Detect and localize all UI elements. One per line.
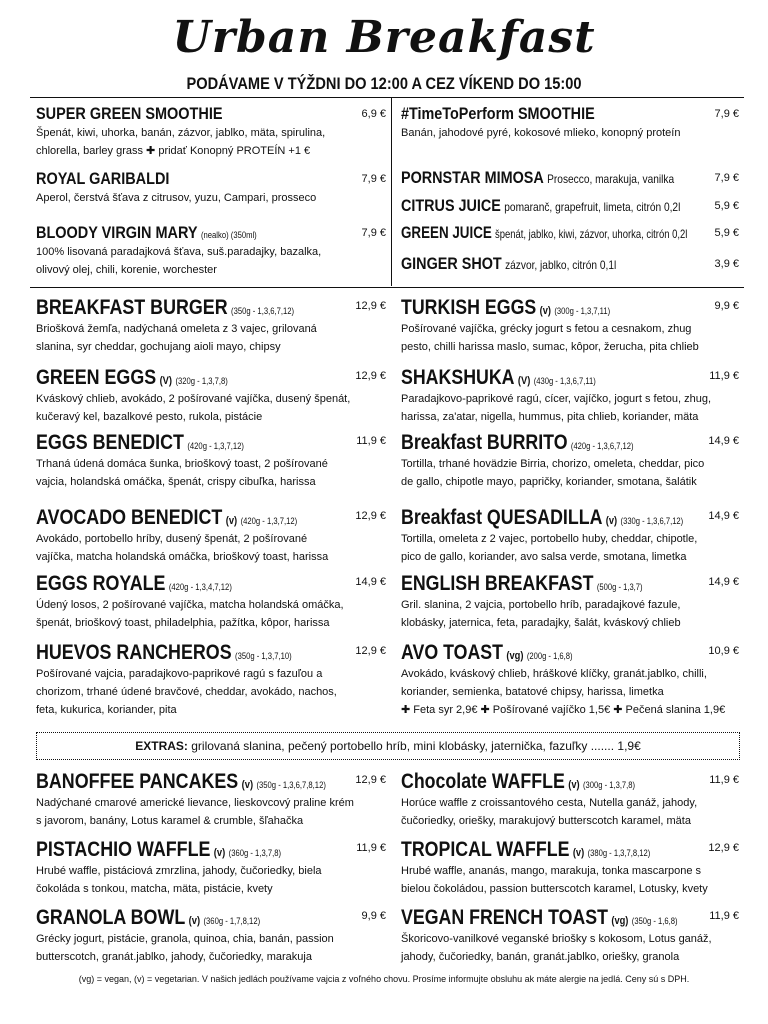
menu-item-header [401,196,687,216]
menu-item-header [401,431,687,455]
menu-item-description: bielou čokoládou, passion butterscotch karamel, Lotusky, kvety [401,883,708,895]
menu-item-description: klobásky, jaternica, feta, paradajky, šalát, kváskový chlieb [401,617,681,629]
menu-item-name: AVO TOAST [401,641,504,664]
menu-item-price: 11,9 € [709,370,739,382]
menu-item [36,104,386,160]
menu-item-name: ENGLISH BREAKFAST [401,572,594,595]
menu-item [401,641,739,719]
menu-item-name: ROYAL GARIBALDI [36,169,170,188]
menu-item-description: Paradajkovo-paprikové ragú, cícer, vajíčko, jogurt s fetou, zhug, [401,393,711,405]
dietary-marker: (v) [605,515,618,527]
menu-item [401,572,739,632]
menu-item-name: TROPICAL WAFFLE [401,838,570,861]
extras-label: EXTRAS: [135,739,188,753]
menu-item-price: 11,9 € [709,910,739,922]
menu-item [401,296,739,356]
menu-item-description: Pošírované vajíčka, grécky jogurt s fetou a cesnakom, zhug [401,323,692,335]
menu-item-header [36,431,334,455]
menu-item-weight: (nealko) (350ml) [200,230,257,240]
extras-box [36,732,740,760]
menu-item [36,572,386,632]
menu-item-description: Nadýchané cmarové americké lievance, lieskovcový praline krém [36,797,354,809]
menu-item-description: butterscotch, granát.jablko, jahody, čučoriedky, marakuja [36,951,312,963]
menu-item-price: 7,9 € [714,172,739,184]
drinks-divider [30,287,744,288]
menu-item-description: vajíčka, matcha holandská omáčka, brioškový toast, harissa [36,551,329,563]
menu-item-header [36,506,334,530]
menu-item-name: EGGS ROYALE [36,572,166,595]
menu-item-description: Škoricovo-vanilkové veganské briošky s kokosom, Lotus ganáž, [401,933,712,945]
menu-item [36,296,386,356]
menu-item-description: Tortilla, omeleta z 2 vajec, portobello huby, cheddar, chipotle, [401,533,698,545]
menu-item-header [36,906,334,930]
menu-item-price: 11,9 € [356,435,386,447]
menu-item-header [36,641,334,665]
menu-item-price: 12,9 € [355,300,386,312]
menu-item-price: 14,9 € [708,576,739,588]
menu-item-weight: (420g - 1,3,7,12) [187,441,244,451]
menu-item-price: 7,9 € [714,108,739,120]
dietary-marker: (v) [568,779,580,791]
menu-item-ingredients: zázvor, jablko, citrón 0,1l [505,258,617,272]
menu-item-name: SUPER GREEN SMOOTHIE [36,104,223,123]
menu-item-description: ✚ Feta syr 2,9€ ✚ Pošírované vajíčko 1,5€ ✚ Pečená slanina 1,9€ [401,704,726,716]
menu-item-description: Grécky jogurt, pistácie, granola, quinoa, chia, banán, passion [36,933,334,945]
menu-item-header [36,770,334,794]
menu-item-description: pesto, chilli harissa maslo, sumac, kôpor, žerucha, pita chlieb [401,341,699,353]
menu-item-header [36,296,334,320]
menu-item-name: GREEN EGGS [36,366,157,389]
menu-item-description: Špenát, kiwi, uhorka, banán, zázvor, jablko, mäta, spirulina, [36,127,326,139]
menu-item-weight: (380g - 1,3,7,8,12) [587,848,651,858]
menu-item-weight: (420g - 1,3,4,7,12) [168,582,232,592]
dietary-marker: (vg) [611,915,629,927]
menu-item-description: koriander, semienka, batatové chipsy, harissa, limetka [401,686,664,698]
top-divider [30,97,744,98]
menu-item-price: 7,9 € [361,227,386,239]
menu-item-name: CITRUS JUICE [401,196,501,215]
menu-item-header [401,770,687,794]
dietary-marker: (v) [572,847,585,859]
menu-item-header [401,254,687,274]
menu-item-description: Trhaná údená domáca šunka, brioškový toast, 2 pošírované [36,458,328,470]
menu-item [36,169,386,207]
menu-item-price: 14,9 € [355,576,386,588]
menu-item-name: GRANOLA BOWL [36,906,186,929]
menu-item-description: vajcia, holandská omáčka, špenát, crispy cibuľka, harissa [36,476,316,488]
menu-item-price: 11,9 € [709,774,739,786]
menu-item-price: 10,9 € [708,645,739,657]
menu-item-price: 3,9 € [714,258,739,270]
menu-item-header [401,104,687,124]
menu-item-description: Tortilla, trhané hovädzie Birria, chorizo, omeleta, cheddar, pico [401,458,705,470]
dietary-marker: (v) [188,915,201,927]
menu-item-description: chorizom, trhané údené bravčové, cheddar, avokádo, nachos, [36,686,337,698]
menu-item-description: Kváskový chlieb, avokádo, 2 pošírované vajíčka, dusený špenát, [36,393,351,405]
menu-item [401,366,739,426]
menu-item-name: AVOCADO BENEDICT [36,506,223,529]
menu-item-description: Pošírované vajcia, paradajkovo-paprikové ragú s fazuľou a [36,668,323,680]
menu-item-description: chlorella, barley grass ✚ pridať Konopný PROTEÍN +1 € [36,145,311,157]
menu-item-description: de gallo, chipotle mayo, papričky, koriander, smotana, šalátik [401,476,697,488]
menu-item-header [401,906,687,930]
menu-item-description: Hrubé waffle, ananás, mango, marakuja, tonka mascarpone s [401,865,702,877]
drinks-column-divider [391,98,392,286]
menu-item-description: Avokádo, portobello hríby, dusený špenát, 2 pošírované [36,533,308,545]
menu-item-description: pico de gallo, koriander, avo salsa verde, smotana, limetka [401,551,687,563]
menu-item-header [36,572,334,596]
menu-item-weight: (350g - 1,3,6,7,8,12) [256,780,326,790]
menu-item-description: špenát, brioškový toast, philadelphia, pažítka, kôpor, harissa [36,617,330,629]
menu-item-price: 9,9 € [361,910,386,922]
menu-item-name: BREAKFAST BURGER [36,296,228,319]
menu-item-weight: (420g - 1,3,6,7,12) [570,441,634,451]
menu-item [36,906,386,966]
menu-item [401,506,739,566]
menu-item-header [36,223,334,243]
dietary-marker: (V) [159,375,173,387]
menu-item-weight: (420g - 1,3,7,12) [240,516,298,526]
menu-item-price: 6,9 € [361,108,386,120]
menu-item [401,223,739,243]
menu-item-weight: (300g - 1,3,7,11) [554,306,611,316]
menu-item [36,641,386,719]
menu-item-weight: (320g - 1,3,7,8) [175,376,228,386]
menu-item-description: Horúce waffle z croissantového cesta, Nutella ganáž, jahody, [401,797,698,809]
menu-item-description: harissa, za'atar, nigella, hummus, pita chlieb, koriander, mäta [401,411,699,423]
menu-item-header [36,366,334,390]
menu-title: Urban Breakfast [172,12,596,63]
menu-item-header [401,572,687,596]
menu-item-name: Chocolate WAFFLE [401,770,565,793]
menu-item-price: 12,9 € [355,370,386,382]
menu-item-price: 5,9 € [714,200,739,212]
menu-item-price: 12,9 € [355,510,386,522]
menu-item-name: #TimeToPerform SMOOTHIE [401,104,595,123]
menu-item-description: slanina, syr cheddar, gochujang aioli mayo, chipsy [36,341,281,353]
menu-item-name: Breakfast QUESADILLA [401,506,603,529]
footer-note: (vg) = vegan, (v) = vegetarian. V našich jedlách používame vajcia z voľného chovu. Prosíme informujte obsluhu ak máte alergie na jedlá. Ceny sú s DPH. [78,974,690,984]
menu-item-header [401,366,687,390]
menu-item-header [36,169,334,189]
menu-item-weight: (330g - 1,3,6,7,12) [620,516,684,526]
menu-item-description: 100% lisovaná paradajková šťava, suš.paradajky, bazalka, [36,246,322,258]
menu-item-header [401,838,687,862]
menu-item [36,770,386,830]
menu-item-ingredients: Prosecco, marakuja, vanilka [547,172,675,186]
menu-item-description: čučoriedky, oriešky, marakujový butterscotch karamel, mäta [401,815,691,827]
dietary-marker: (v) [539,305,552,317]
menu-item-name: HUEVOS RANCHEROS [36,641,232,664]
menu-item-header [401,223,688,243]
menu-item-name: PISTACHIO WAFFLE [36,838,211,861]
menu-item-header [36,104,334,124]
menu-item-price: 12,9 € [708,842,739,854]
menu-item-name: VEGAN FRENCH TOAST [401,906,608,929]
menu-item-weight: (430g - 1,3,6,7,11) [533,376,596,386]
menu-item-description: Gril. slanina, 2 vajcia, portobello hríb, paradajkové fazule, [401,599,681,611]
menu-item-weight: (360g - 1,3,7,8) [228,848,282,858]
menu-item-weight: (350g - 1,6,8) [631,916,678,926]
menu-item-price: 9,9 € [714,300,739,312]
menu-item-header [401,506,687,530]
menu-item [36,838,386,898]
menu-item-ingredients: špenát, jablko, kiwi, zázvor, uhorka, citrón 0,2l [494,227,688,241]
menu-item-description: s javorom, banány, Lotus karamel & crumble, šľahačka [36,815,304,827]
menu-item-price: 5,9 € [714,227,739,239]
opening-hours: PODÁVAME V TÝŽDNI DO 12:00 A CEZ VÍKEND DO 15:00 [186,74,582,93]
menu-item [401,838,739,898]
menu-item-header [401,168,687,188]
menu-item-name: SHAKSHUKA [401,366,515,389]
dietary-marker: (v) [213,847,226,859]
menu-item [401,431,739,491]
menu-item [401,168,739,188]
menu-item-weight: (300g - 1,3,7,8) [582,780,636,790]
dietary-marker: (V) [517,375,531,387]
menu-item-description: Údený losos, 2 pošírované vajíčka, matcha holandská omáčka, [36,599,344,611]
menu-item-name: GREEN JUICE [401,223,492,242]
menu-item-ingredients: pomaranč, grapefruit, limeta, citrón 0,2l [504,200,681,214]
menu-item-description: Banán, jahodové pyré, kokosové mlieko, konopný proteín [401,127,681,139]
menu-item-description: Hrubé waffle, pistáciová zmrzlina, jahody, čučoriedky, biela [36,865,322,877]
menu-item-price: 12,9 € [355,645,386,657]
menu-item-description: Avokádo, kváskový chlieb, hráškové klíčky, granát.jablko, chilli, [401,668,707,680]
menu-item-name: GINGER SHOT [401,254,502,273]
menu-item-weight: (360g - 1,7,8,12) [203,916,261,926]
menu-item-header [401,641,687,665]
menu-item-description: feta, kukurica, koriander, pita [36,704,177,716]
menu-item-description: Aperol, čerstvá šťava z citrusov, yuzu, Campari, prosseco [36,192,317,204]
dietary-marker: (v) [225,515,238,527]
menu-item-name: EGGS BENEDICT [36,431,184,454]
dietary-marker: (v) [241,779,254,791]
menu-item-name: BLOODY VIRGIN MARY [36,223,198,242]
menu-item-header [36,838,334,862]
menu-item-name: Breakfast BURRITO [401,431,568,454]
dietary-marker: (vg) [506,650,524,662]
menu-item-description: kučeravý kel, bazalkové pesto, rukola, pistácie [36,411,263,423]
menu-item-price: 14,9 € [708,510,739,522]
menu-item-description: jahody, čučoriedky, banán, granát.jablko, oriešky, granola [401,951,680,963]
menu-item-name: PORNSTAR MIMOSA [401,168,544,187]
menu-item [36,366,386,426]
menu-item-weight: (200g - 1,6,8) [526,651,573,661]
menu-item-price: 14,9 € [708,435,739,447]
menu-item-weight: (350g - 1,3,7,10) [235,651,292,661]
menu-item-description: olivový olej, chili, korenie, worchester [36,264,217,276]
menu-item-price: 7,9 € [361,173,386,185]
menu-item [401,906,739,966]
menu-item-weight: (350g - 1,3,6,7,12) [231,306,295,316]
menu-item [36,223,386,279]
menu-item-price: 11,9 € [356,842,386,854]
extras-text: grilovaná slanina, pečený portobello hríb, mini klobásky, jaternička, fazuľky ....... 1,9€ [187,739,641,753]
menu-item-name: BANOFFEE PANCAKES [36,770,239,793]
menu-item-price: 12,9 € [355,774,386,786]
menu-item-description: Briošková žemľa, nadýchaná omeleta z 3 vajec, grilovaná [36,323,317,335]
menu-item [401,196,739,216]
menu-item-header [401,296,687,320]
menu-item [36,506,386,566]
menu-item-weight: (500g - 1,3,7) [596,582,643,592]
menu-item [401,770,739,830]
menu-item [401,104,739,142]
menu-item-name: TURKISH EGGS [401,296,537,319]
menu-item [36,431,386,491]
menu-item-description: čokoláda s tonkou, matcha, mäta, pistácie, kvety [36,883,273,895]
menu-item [401,254,739,274]
